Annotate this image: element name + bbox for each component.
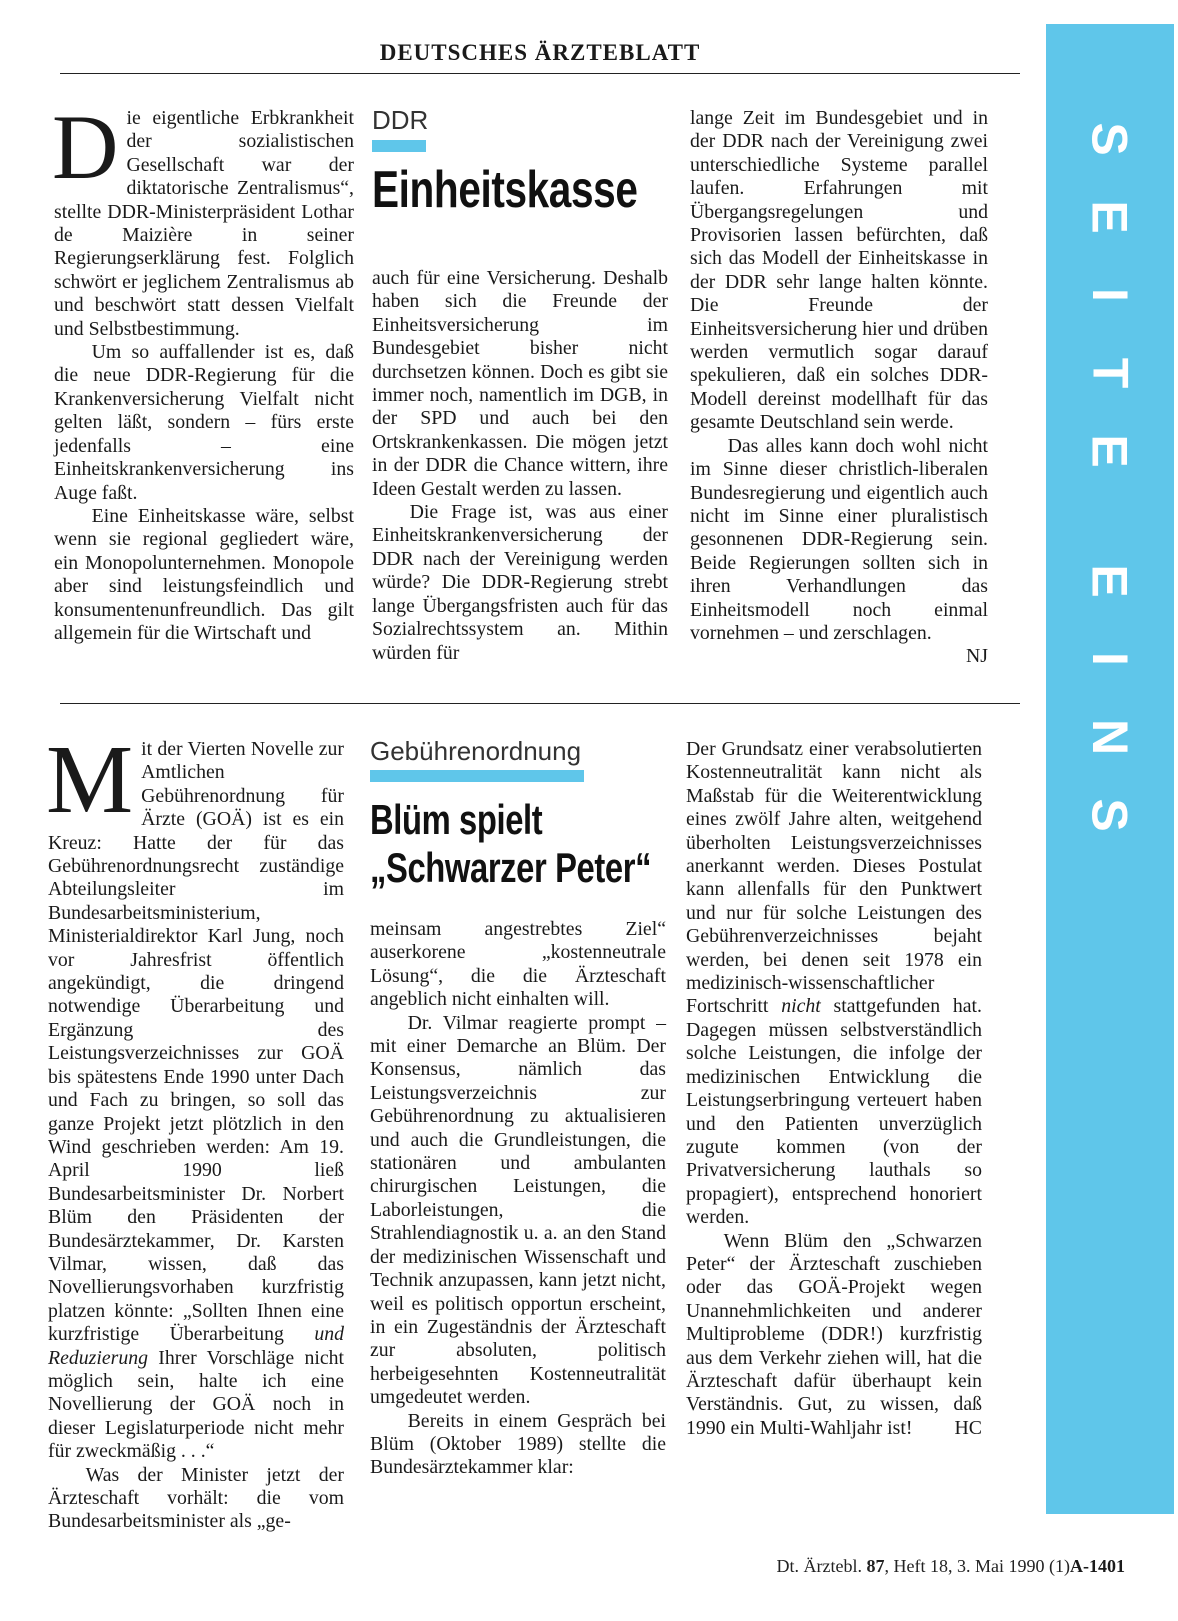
article1-column-1 <box>52 96 354 645</box>
article2-column-1 <box>46 726 344 1534</box>
paragraph: Wenn Blüm den „Schwarzen Peter“ der Ärzteschaft zuschieben oder das GOÄ-Projekt wegen Unannehmlichkeiten und anderer Multiprobleme (DDR!) kurzfristig aus dem Verkehr ziehen will, hat die Ärzteschaft dafür überhaupt kein Verständnis. Gut, zu wissen, daß 1990 ein Multi-Wahljahr ist! <box>686 1229 982 1439</box>
paragraph: Das alles kann doch wohl nicht im Sinne dieser christlich-liberalen Bundesregierung und eigentlich auch nicht im Sinne einer pluralistisch gesonnenen DDR-Regierung sein. Beide Regierungen sollten sich in ihren Verhandlungen das Einheitsmodell noch einmal vornehmen – und zerschlagen. <box>690 434 988 644</box>
article1-headline: Einheitskasse <box>372 161 638 219</box>
citation-journal: Dt. Ärztebl. <box>776 1556 867 1576</box>
sidebar-letter: I <box>1082 652 1138 666</box>
article2-headline <box>370 796 651 892</box>
paragraph-continued: Ihrer Vorschläge nicht möglich sein, halte ich eine Novellierung der GOÄ noch in dieser Legislaturperiode nicht mehr für zweckmäßig . . .“ <box>48 1346 344 1463</box>
article-divider <box>60 703 1020 704</box>
sidebar-label <box>1046 100 1174 854</box>
sidebar-letter: S <box>1081 122 1138 156</box>
page-number: A-1401 <box>1070 1556 1125 1576</box>
sidebar-letter: E <box>1081 564 1138 598</box>
headline-line: „Schwarzer Peter“ <box>370 844 652 891</box>
paragraph: meinsam angestrebtes Ziel“ auserkorene „kostenneutrale Lösung“, die die Ärzteschaft angeblich nicht einhalten will. <box>370 918 666 1011</box>
paragraph: auch für eine Versicherung. Deshalb haben sich die Freunde der Einheitsversicherung im Bundesgebiet bisher nicht durchsetzen können. Doch es gibt sie immer noch, namentlich im DGB, in der SPD und auch bei den Ortskrankenkassen. Die mögen jetzt in der DDR die Chance wittern, ihre Ideen Gestalt werden zu lassen. <box>372 267 668 500</box>
article1-column-2 <box>372 267 668 665</box>
paragraph: lange Zeit im Bundesgebiet und in der DDR nach der Vereinigung zwei unterschiedliche Systeme parallel laufen. Erfahrungen mit Übergangsregelungen und Provisorien lassen befürchten, daß sich das Modell der Einheitskasse in der DDR sehr lange halten könnte. Die Freunde der Einheitsversicherung hier und drüben werden vermutlich sogar darauf spekulieren, daß ein solches DDR-Modell dereinst modellhaft für das gesamte Deutschland sein werde. <box>690 107 988 434</box>
paragraph: it der Vierten Novelle zur Amtlichen Gebührenordnung für Ärzte (GOÄ) ist es ein Kreuz: Hatte der für das Gebührenordnungsrecht zuständige Abteilungsleiter im Bundesarbeitsministerium, Ministerialdirektor Karl Jung, noch vor Jahresfrist öffentlich angekündigt, die dringend notwendige Überarbeitung und Ergänzung des Leistungsverzeichnisses zur GOÄ bis spätestens Ende 1990 unter Dach und Fach zu bringen, so soll das ganze Projekt jetzt plötzlich in den Wind geschrieben werden: Am 19. April 1990 ließ Bundesarbeitsminister Dr. Norbert Blüm den Präsidenten der Bundesärztekammer, Dr. Karsten Vilmar, wissen, daß das Novellierungsvorhaben kurzfristig platzen könnte: „Sollten Ihnen eine kurzfristige Überarbeitung <box>48 738 344 1346</box>
author-signature: HC <box>954 1416 982 1439</box>
paragraph: Dr. Vilmar reagierte prompt – mit einer Demarche an Blüm. Der Konsensus, nämlich das Leistungsverzeichnis zur Gebührenordnung zu aktualisieren und auch die Grundleistungen, die stationären und ambulanten chirurgischen Leistungen, die Laborleistungen, die Strahlendiagnostik u. a. an den Stand der medizinischen Wissenschaft und Technik anzupassen, kann jetzt nicht, weil es politisch opportun erscheint, in ein Zugeständnis der Ärzteschaft zur absoluten, politisch herbeigesehnten Kostenneutralität umgedeutet werden. <box>370 1011 666 1409</box>
citation-footer <box>777 1556 1070 1577</box>
paragraph: Die Frage ist, was aus einer Einheitskrankenversicherung der DDR nach der Vereinigung werden würde? Die DDR-Regierung strebt lange Übergangsfristen auch für das Sozialrechtssystem an. Mithin würden für <box>372 501 668 664</box>
masthead: DEUTSCHES ÄRZTEBLATT <box>379 40 701 65</box>
italic-text: nicht <box>781 995 821 1018</box>
sidebar-letter: I <box>1082 288 1138 302</box>
article2-kicker: Gebührenordnung <box>370 736 582 766</box>
dropcap: D <box>52 96 119 198</box>
article1-kicker: DDR <box>372 105 429 135</box>
sidebar-letter: E <box>1081 434 1138 468</box>
citation-issue: , Heft 18, 3. Mai 1990 (1) <box>884 1556 1070 1576</box>
sidebar-letter: S <box>1081 798 1138 832</box>
paragraph: Um so auffallender ist es, daß die neue DDR-Regierung für die Krankenversicherung Vielfalt nicht gelten läßt, sondern – fürs erste jedenfalls – eine Einheitskrankenversicherung ins Auge faßt. <box>54 341 354 504</box>
sidebar-letter: N <box>1081 718 1138 756</box>
masthead-rule <box>60 73 1020 74</box>
author-signature: NJ <box>966 645 988 668</box>
kicker-bar <box>372 140 426 152</box>
paragraph: ie eigentliche Erbkrankheit der sozialistischen Gesellschaft war der diktatorische Zentralismus“, stellte DDR-Ministerpräsident Lothar de Maizière in seiner Regierungserklärung fest. Folglich schwört er jeglichem Zentralismus ab und beschwört statt dessen Vielfalt und Selbstbestimmung. <box>54 107 354 340</box>
article2-column-2 <box>370 918 666 1480</box>
paragraph: Was der Minister jetzt der Ärzteschaft vorhält: die vom Bundesarbeitsminister als „ge- <box>48 1463 344 1533</box>
article2-column-3 <box>686 738 982 1440</box>
citation-volume: 87 <box>866 1556 885 1576</box>
headline-line: Blüm spielt <box>370 796 543 843</box>
paragraph: Eine Einheitskasse wäre, selbst wenn sie regional gegliedert wäre, ein Monopolunternehmen. Monopole aber sind leistungsfeindlich und konsumentenunfreundlich. Das gilt allgemein für die Wirtschaft und <box>54 504 354 644</box>
paragraph: Der Grundsatz einer verabsolutierten Kostenneutralität kann nicht als Maßstab für die Weiterentwicklung eines zwölf Jahre alten, weitgehend überholten Leistungsverzeichnisses anerkannt werden. Dieses Postulat kann allenfalls für den Punktwert und nur für solche Leistungen des Gebührenverzeichnisses bejaht werden, bei denen seit 1978 ein medizinisch-wissenschaftlicher Fortschritt <box>686 738 982 1018</box>
paragraph: Bereits in einem Gespräch bei Blüm (Oktober 1989) stellte die Bundesärztekammer klar: <box>370 1409 666 1479</box>
italic-text: und Reduzierung <box>48 1323 344 1369</box>
dropcap: M <box>46 726 134 834</box>
article1-column-3 <box>690 107 988 669</box>
paragraph-continued: stattgefunden hat. Dagegen müssen selbstverständlich solche Leistungen, die infolge der medizinischen Entwicklung die Leistungserbringung verteuert haben und den Patienten unverzüglich zugute kommen (von der Privatversicherung lauthals so propagiert), entsprechend honoriert werden. <box>686 995 982 1229</box>
sidebar-letter <box>1084 509 1136 523</box>
sidebar-letter: E <box>1081 200 1138 234</box>
kicker-bar <box>370 770 584 782</box>
sidebar-letter: T <box>1081 357 1138 389</box>
